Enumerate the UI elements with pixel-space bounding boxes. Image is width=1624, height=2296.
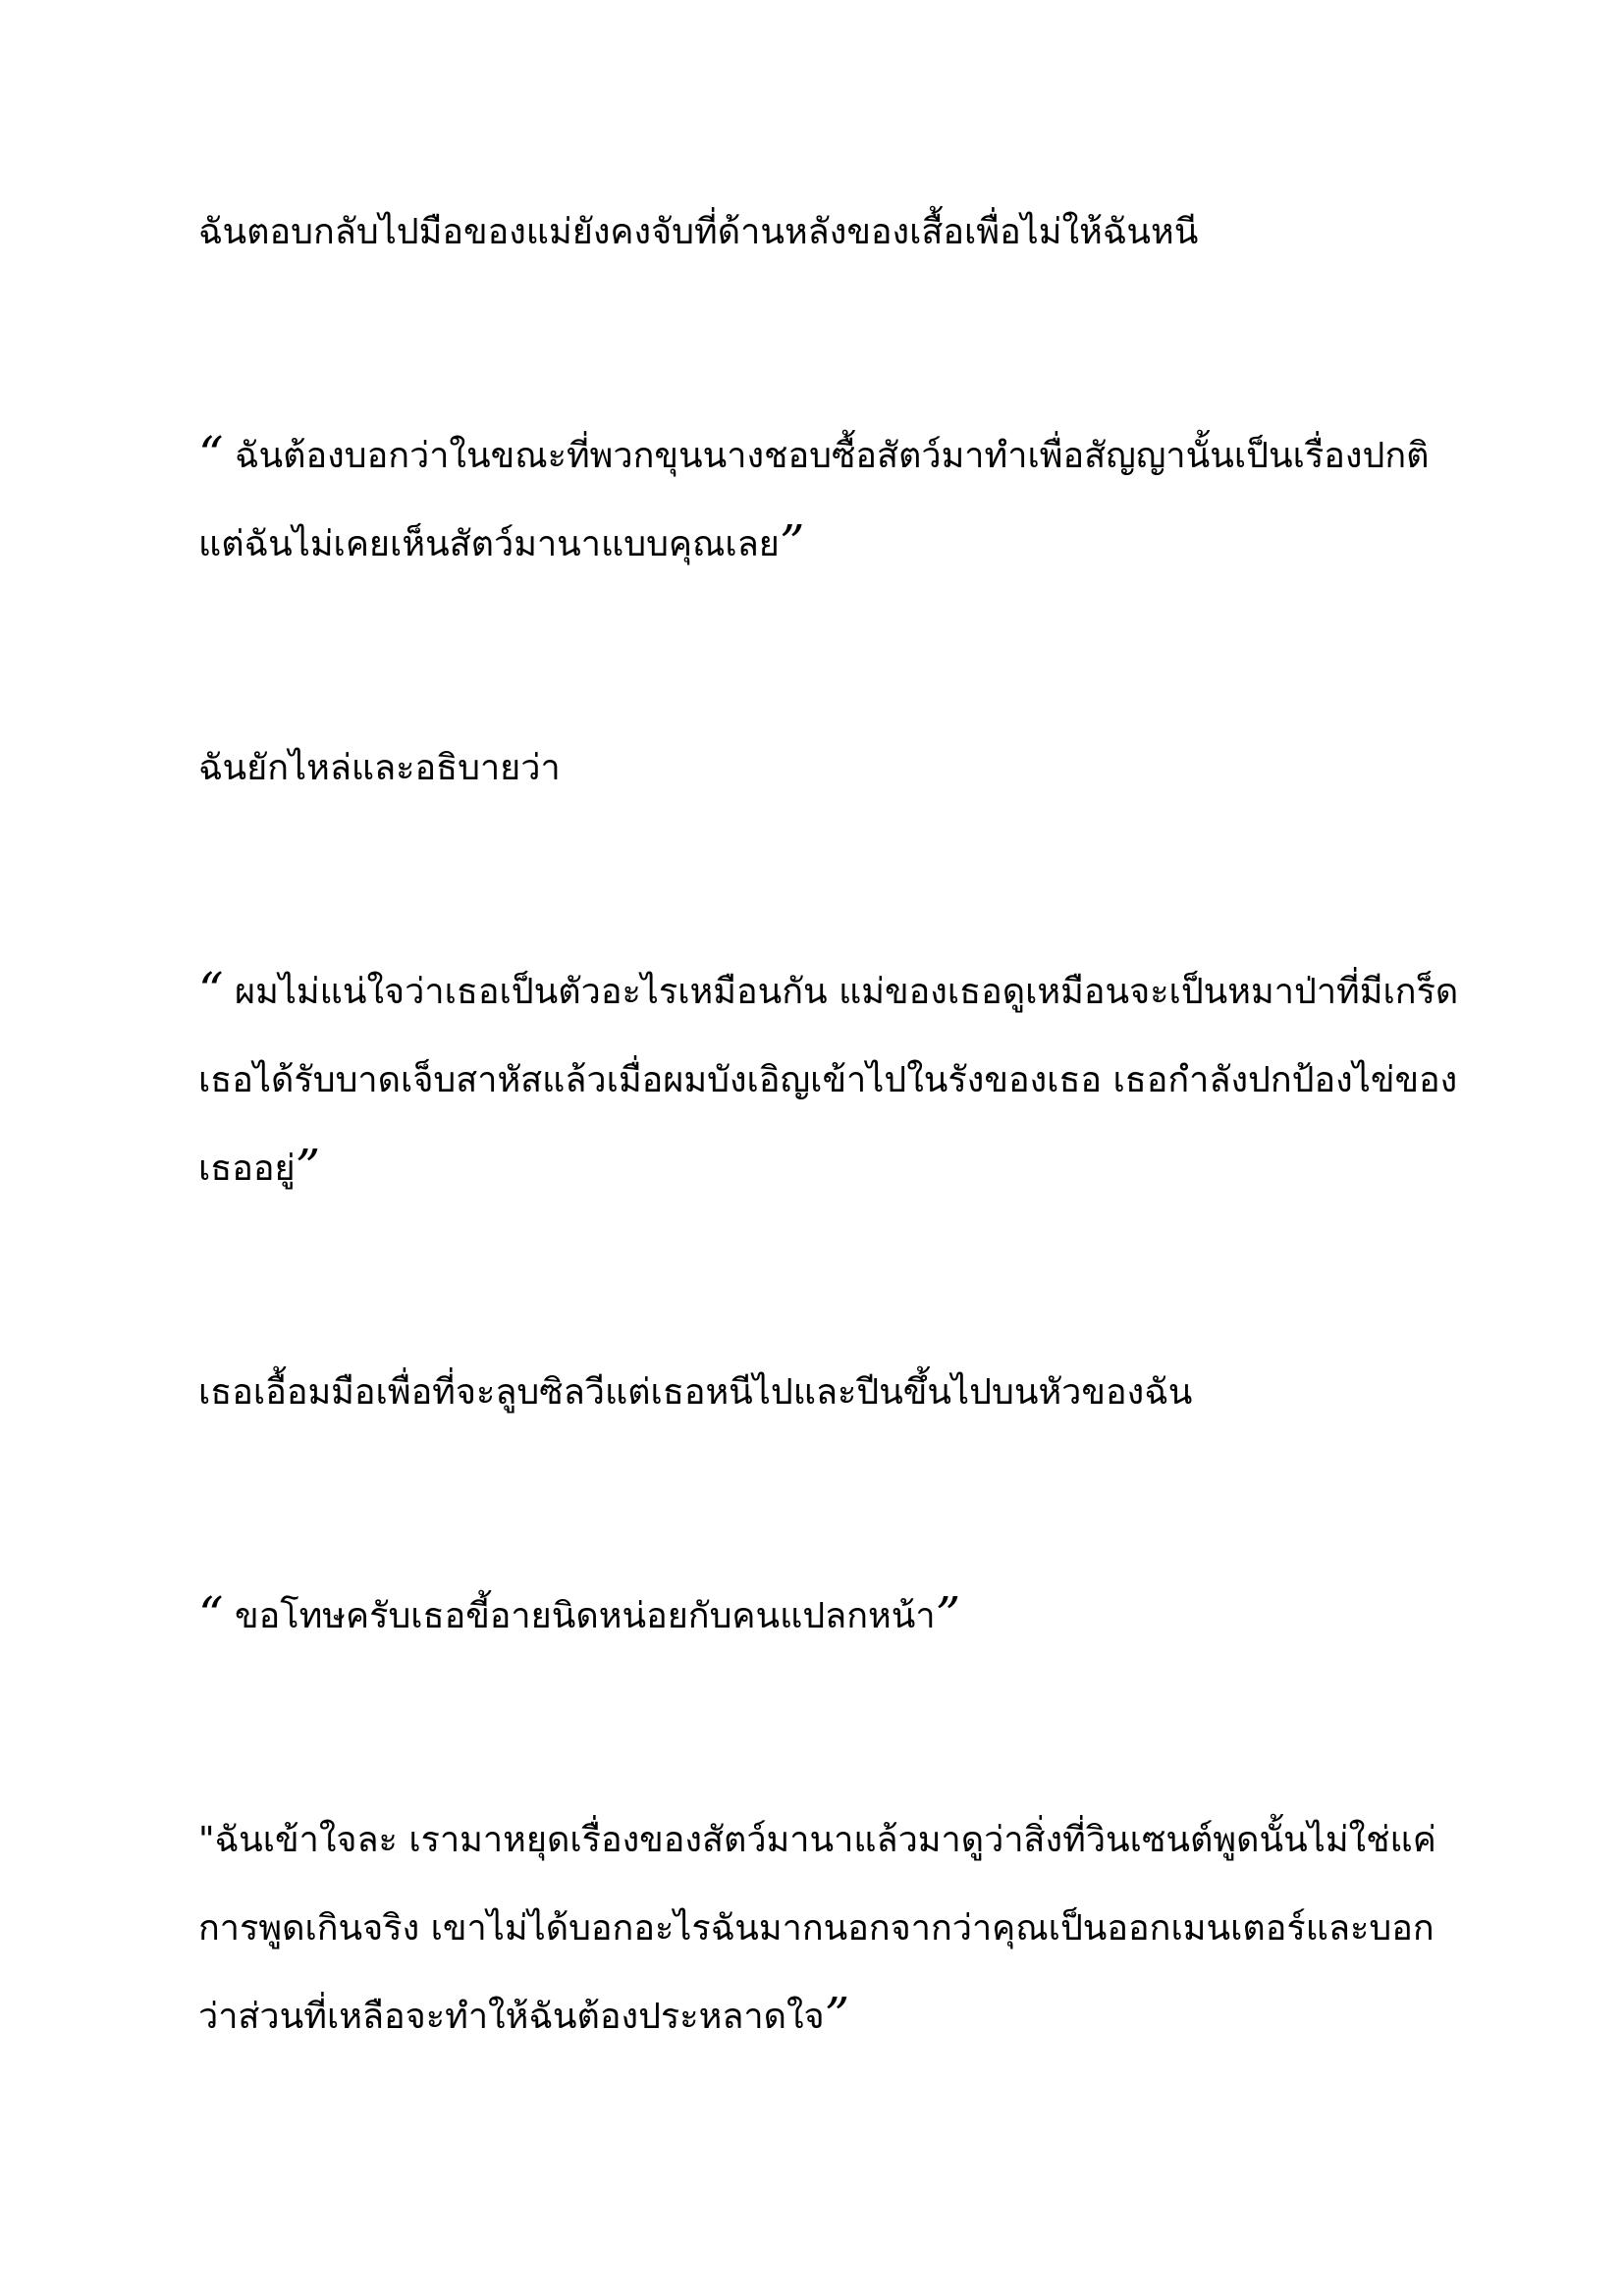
text-line — [198, 1125, 1435, 1213]
open-quote: “ — [198, 426, 224, 483]
paragraph-2-dialogue — [198, 412, 1435, 589]
paragraph-1 — [198, 188, 1435, 277]
close-quote: ” — [295, 1139, 321, 1196]
close-quote: ” — [935, 1586, 961, 1643]
close-quote: ” — [824, 1987, 850, 2044]
paragraph-5 — [198, 1349, 1435, 1437]
text-segment: ขอโทษครับเธอขี้อายนิดหน่อยกับคนแปลกหน้า — [223, 1596, 936, 1636]
paragraph-3 — [198, 724, 1435, 813]
text-line: เธอเอื้อมมือเพื่อที่จะลูบซิลวีแต่เธอหนีไปและปีนขึ้นไปบนหัวของฉัน — [198, 1372, 1193, 1413]
text-line — [198, 412, 1435, 501]
paragraph-4-dialogue — [198, 948, 1459, 1213]
text-line: เธอได้รับบาดเจ็บสาหัสแล้วเมื่อผมบังเอิญเข้าไปในรังของเธอ เธอกำลังปกป้องไข่ของ — [198, 1060, 1458, 1100]
open-quote: “ — [198, 1586, 224, 1643]
text-segment: ผมไม่แน่ใจว่าเธอเป็นตัวอะไรเหมือนกัน แม่ของเธอดูเหมือนจะเป็นหมาป่าที่มีเกร็ด — [223, 972, 1459, 1012]
paragraph-6-dialogue — [198, 1573, 1435, 1661]
text-line: การพูดเกินจริง เขาไม่ได้บอกอะไรฉันมากนอกจากว่าคุณเป็นออกเมนเตอร์และบอก — [198, 1908, 1435, 1949]
paragraph-7-dialogue — [198, 1796, 1435, 2061]
close-quote: ” — [779, 514, 805, 571]
open-quote: “ — [198, 962, 224, 1019]
text-segment: ฉันต้องบอกว่าในขณะที่พวกขุนนางชอบซื้อสัตว์มาทำเพื่อสัญญานั้นเป็นเรื่องปกติ — [223, 436, 1430, 476]
text-line — [198, 948, 1459, 1037]
text-segment: เธออยู่ — [198, 1148, 296, 1189]
text-line — [198, 501, 1435, 589]
text-line: ฉันยักไหล่และอธิบายว่า — [198, 748, 561, 788]
text-segment: ว่าส่วนที่เหลือจะทำให้ฉันต้องประหลาดใจ — [198, 1997, 825, 2037]
text-line — [198, 1573, 1435, 1661]
text-line: ฉันตอบกลับไปมือของแม่ยังคงจับที่ด้านหลังของเสื้อเพื่อไม่ให้ฉันหนี — [198, 212, 1199, 252]
text-line — [198, 1973, 1435, 2061]
text-segment: แต่ฉันไม่เคยเห็นสัตว์มานาแบบคุณเลย — [198, 524, 780, 564]
text-line: "ฉันเข้าใจละ เรามาหยุดเรื่องของสัตว์มานาแล้วมาดูว่าสิ่งที่วินเซนต์พูดนั้นไม่ใช่แค่ — [198, 1820, 1436, 1860]
